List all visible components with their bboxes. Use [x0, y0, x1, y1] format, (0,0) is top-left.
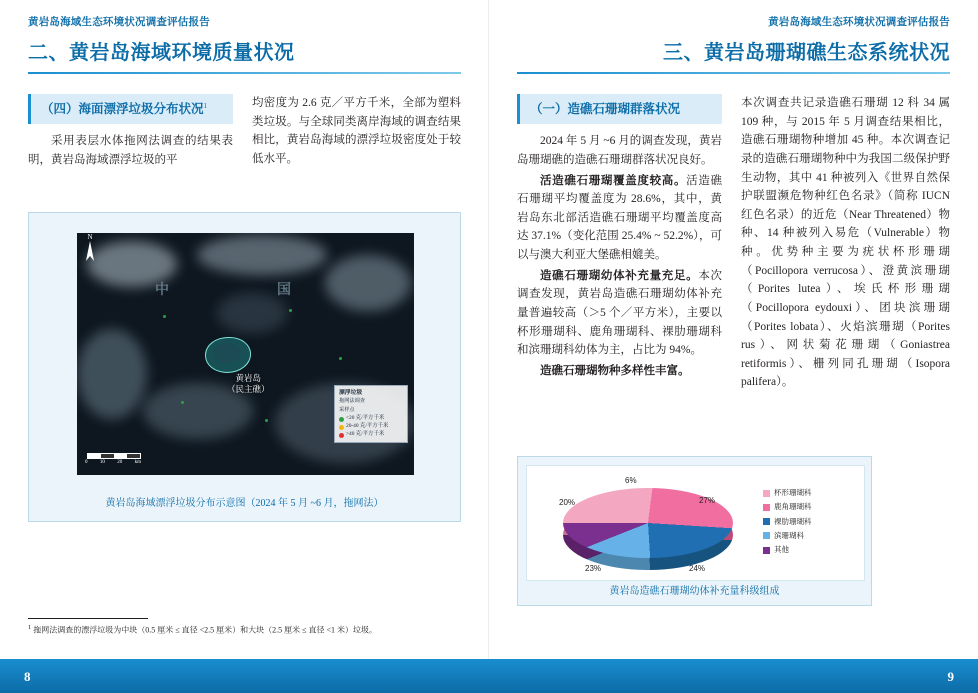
- scale-seg: [114, 454, 127, 458]
- legend-label-other: 其他: [774, 545, 789, 554]
- left-column-2: [252, 94, 461, 171]
- legend-swatch-low: [339, 417, 344, 422]
- scale-ticks: [85, 460, 141, 465]
- right-col2-para-1: 本次调查共记录造礁石珊瑚 12 科 34 属 109 种，与 2015 年 5 月调查结果相比，造礁石珊瑚物种增加 45 种。本次调查记录的造礁石珊瑚物种中为我国二级保护野生动物，其中 41 种被列入《世界自然保护联盟濒危物种红色名录》（简称 IUCN 红色名录）的近危（Near Threatened）物种、14 种被列入易危（Vulnerable）物种。优势种主要为疣状杯形珊瑚（Pocillopora verrucosa）、澄黄滨珊瑚（Porites lutea）、埃氏杯形珊瑚（Pocillopora eydouxi）、团块滨珊瑚（Porites lobata）、火焰滨珊瑚（Porites rus）、网状菊花珊瑚（Goniastrea retiformis）、栅列同孔珊瑚（Isopora palifera）。: [741, 97, 950, 389]
- pie-label-1: 24%: [689, 564, 706, 573]
- chart-plot-area: [526, 465, 865, 581]
- chart-box-recruits: [517, 456, 872, 606]
- chart-caption-right: 黄岩岛造礁石珊瑚幼体补充量科级组成: [609, 586, 780, 597]
- legend-swatch-high: [339, 433, 344, 438]
- pie-label-2: 23%: [585, 564, 602, 573]
- right-col1-body-3: 本次调查发现，黄岩岛造礁石珊瑚幼体补充量普遍较高（＞5 个／平方米），主要以杯形珊瑚科、鹿角珊瑚科、裸肋珊瑚科和滨珊瑚科幼体为主，占比为 94%。: [517, 269, 723, 357]
- sample-dot: [181, 401, 184, 404]
- footer-bar-right: [489, 659, 978, 693]
- legend-unit-note: 采样点: [339, 406, 355, 413]
- right-col1-para-3: [517, 267, 722, 360]
- map-cloud: [325, 255, 411, 311]
- page-number-left: 8: [24, 669, 31, 684]
- map-marine-litter: [77, 233, 414, 475]
- scale-tick-2: 20: [117, 460, 123, 465]
- section-title-right: 三、黄岩岛珊瑚礁生态系统状况: [663, 42, 950, 64]
- legend-swatch-mid: [339, 425, 344, 430]
- running-head-right: 黄岩岛海域生态环境状况调查评估报告: [768, 17, 950, 28]
- right-column-2: [741, 94, 950, 394]
- legend-label-high: >40 克/平方千米: [346, 431, 385, 438]
- pie-label-3: 20%: [559, 498, 576, 507]
- footer-bar-left: [0, 659, 489, 693]
- figure-box-marine-litter: [28, 212, 461, 522]
- legend-swatch-poritidae: [763, 532, 770, 539]
- legend-swatch-acroporidae: [763, 504, 770, 511]
- north-arrow-svg: [83, 239, 97, 265]
- right-col1-body-2: 活造礁石珊瑚平均覆盖度为 28.6%，其中，黄岩岛东北部活造礁石珊瑚平均覆盖度高达 37.1%（变化范围 25.4% ~ 52.2%），可以与澳大利亚大堡礁相媲美。: [517, 174, 723, 261]
- map-scale-bar: [87, 453, 141, 465]
- left-col1-para-1: 采用表层水体拖网法调查的结果表明，黄岩岛海域漂浮垃圾的平: [28, 135, 233, 166]
- right-column-1: [517, 94, 722, 382]
- footnote-marker: 1: [28, 624, 32, 631]
- island-label-line1: 黄岩岛: [235, 373, 262, 383]
- scale-tick-0: 0: [85, 460, 88, 465]
- legend-label-poritidae: 滨珊瑚科: [774, 530, 804, 540]
- footnote-text: 拖网法调查的漂浮垃圾为中块（0.5 厘米 ≤ 直径 <2.5 厘米）和大块（2.5 厘米 ≤ 直径 <1 米）垃圾。: [33, 625, 378, 635]
- legend-swatch-pocilloporidae: [763, 490, 770, 497]
- chart-legend-item: [763, 529, 812, 543]
- right-col1-para-1: 2024 年 5 月 ~6 月的调查发现，黄岩岛珊瑚礁的造礁石珊瑚群落状况良好。: [517, 135, 722, 166]
- left-col2-para-1: 均密度为 2.6 克／平方千米，全部为塑料类垃圾。与全球同类离岸海域的调查结果相比，黄岩岛海域的漂浮垃圾密度处于较低水平。: [252, 97, 461, 165]
- footnote-rule: [28, 618, 148, 619]
- legend-item: [339, 423, 403, 431]
- north-letter: N: [87, 233, 93, 241]
- scale-unit: km: [134, 460, 141, 465]
- scale-seg: [101, 454, 114, 458]
- chart-legend-item: [763, 543, 812, 557]
- scale-seg: [127, 454, 140, 458]
- subsection-label-left: （四）海面漂浮垃圾分布状况: [41, 102, 204, 116]
- subsection-pill-left: [28, 94, 233, 124]
- sample-dot: [265, 419, 268, 422]
- map-legend: [334, 385, 408, 443]
- island-label-line2: （民主礁）: [227, 383, 270, 394]
- legend-subtitle: 拖网法调查: [339, 398, 365, 405]
- right-col1-lead-2: 活造礁石珊瑚覆盖度较高。: [540, 174, 687, 187]
- page-number-right: 9: [947, 669, 954, 684]
- title-rule-right: [517, 72, 950, 74]
- legend-label-merulinidae: 裸肋珊瑚科: [774, 516, 812, 526]
- map-watermark-left: 中: [155, 283, 169, 298]
- legend-item: [339, 431, 403, 439]
- running-head-left: 黄岩岛海域生态环境状况调查评估报告: [28, 17, 210, 28]
- island-label: [227, 373, 270, 394]
- right-col1-para-4: [517, 362, 722, 381]
- map-cloud: [197, 235, 327, 275]
- chart-legend-item: [763, 486, 812, 500]
- legend-title: 漂浮垃圾: [339, 390, 363, 396]
- pie-label-0: 27%: [699, 496, 716, 505]
- figure-caption-left: 黄岩岛海域漂浮垃圾分布示意图（2024 年 5 月 ~6 月，拖网法）: [105, 498, 384, 509]
- left-column-1: [28, 94, 233, 172]
- right-col1-lead-4: 造礁石珊瑚物种多样性丰富。: [540, 364, 690, 377]
- map-watermark-right: 国: [277, 283, 291, 298]
- subsection-pill-right: （一）造礁石珊瑚群落状况: [517, 94, 722, 124]
- title-rule-left: [28, 72, 461, 74]
- map-cloud: [217, 293, 287, 333]
- pie-label-4: 6%: [625, 476, 637, 485]
- legend-label-low: <20 克/平方千米: [346, 415, 385, 422]
- scale-bar-graphic: [87, 453, 141, 459]
- right-col1-lead-3: 造礁石珊瑚幼体补充量充足。: [540, 269, 699, 282]
- scale-tick-1: 10: [99, 460, 105, 465]
- sample-dot: [339, 357, 342, 360]
- legend-label-mid: 20-40 克/平方千米: [346, 423, 389, 430]
- scale-seg: [88, 454, 101, 458]
- north-arrow-icon: [83, 239, 97, 268]
- chart-legend-item: [763, 515, 812, 529]
- subsection-footnote-marker: 1: [203, 101, 208, 110]
- legend-label-pocilloporidae: 杯形珊瑚科: [774, 488, 812, 497]
- section-title-left: 二、黄岩岛海域环境质量状况: [28, 42, 295, 64]
- chart-legend: [763, 486, 812, 557]
- map-cloud: [77, 329, 147, 419]
- sample-dot: [163, 315, 166, 318]
- chart-legend-item: [763, 500, 812, 514]
- legend-swatch-merulinidae: [763, 518, 770, 525]
- reef-lagoon: [213, 343, 241, 363]
- right-col1-para-2: [517, 172, 722, 265]
- page-right: [489, 0, 978, 693]
- pie-chart: [559, 476, 733, 574]
- footnote-left: [28, 618, 461, 636]
- footnote-body: [28, 623, 461, 636]
- legend-swatch-other: [763, 547, 770, 554]
- sample-dot: [289, 309, 292, 312]
- legend-label-acroporidae: 鹿角珊瑚科: [774, 502, 812, 512]
